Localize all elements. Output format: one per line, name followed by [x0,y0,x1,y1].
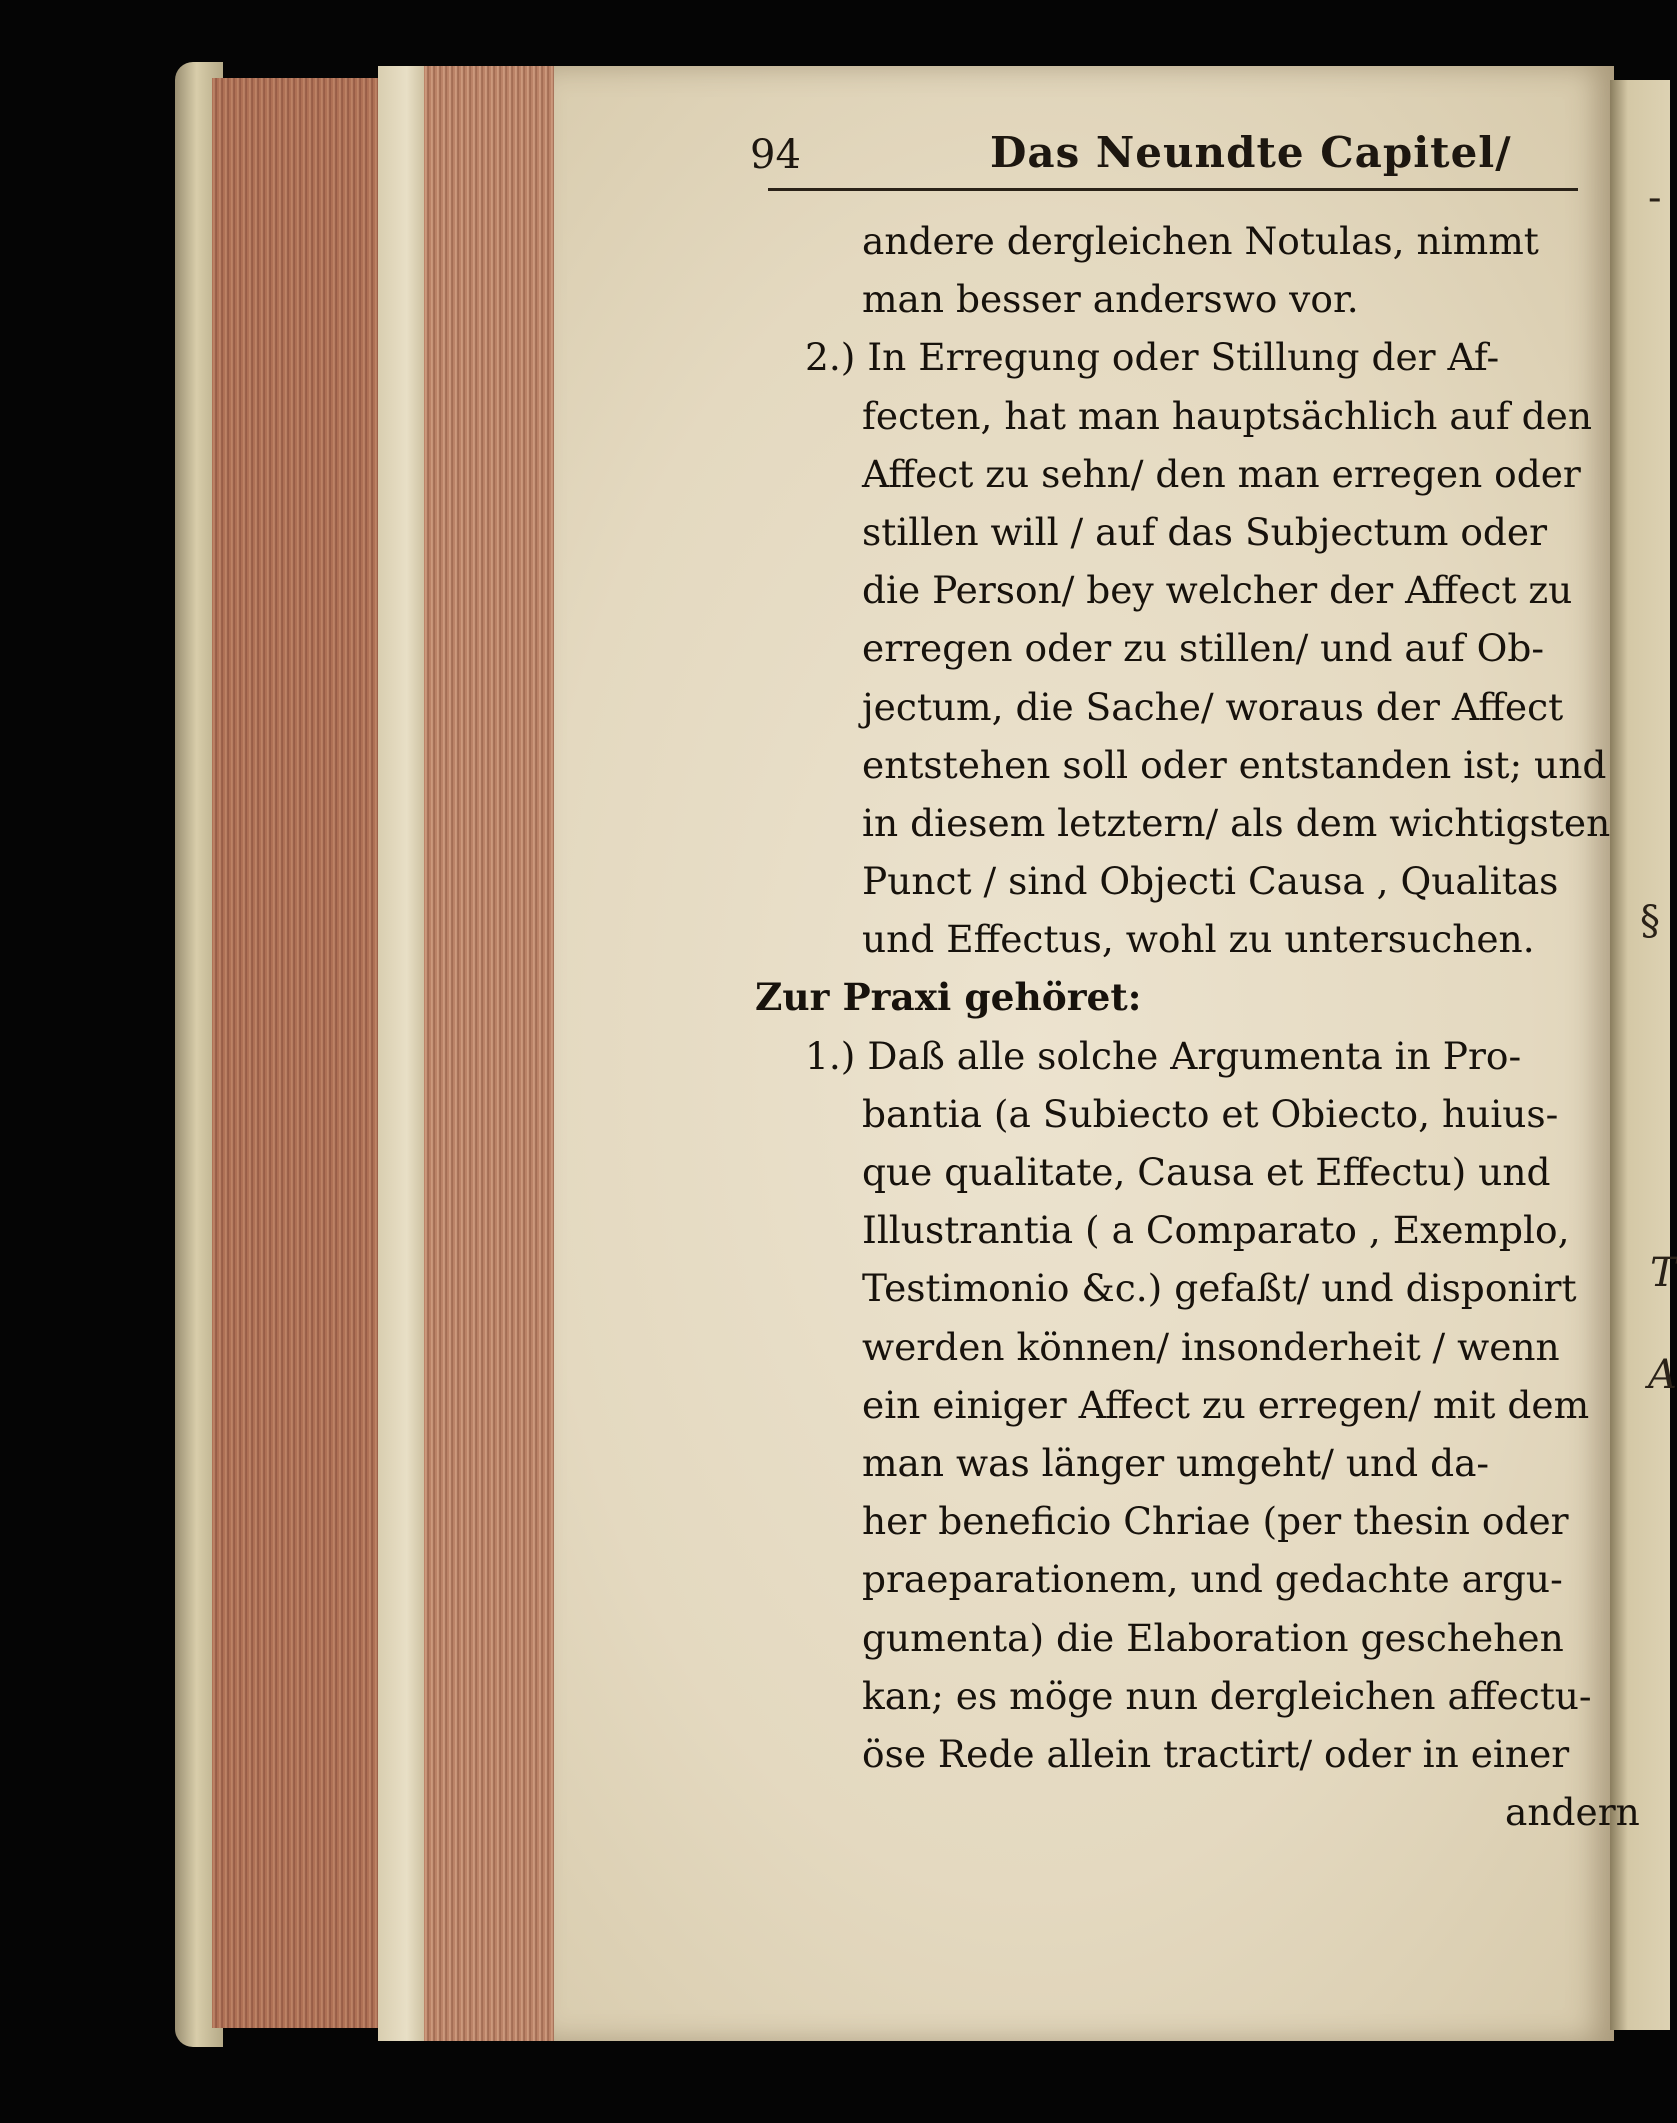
cover-board [378,66,426,2041]
text-line: Affect zu sehn/ den man erregen oder [862,451,1581,496]
text-line: Illustrantia ( a Comparato , Exemplo, [862,1208,1570,1253]
text-line: andere dergleichen Notulas, nimmt [862,219,1539,263]
text-line: werden können/ insonderheit / wenn [862,1324,1560,1369]
text-line: erregen oder zu stillen/ und auf Ob- [862,626,1545,671]
facing-page-letter-a: A [1648,1352,1677,1398]
text-line: 1.) Daß alle solche Argumenta in Pro- [805,1033,1522,1078]
text-line: und Effectus, wohl zu untersuchen. [862,917,1535,962]
facing-page-letter-t: T [1650,1250,1677,1296]
page-body [755,212,1640,1841]
facing-page-section-mark: § [1640,898,1660,944]
text-line: fecten, hat man hauptsächlich auf den [862,393,1593,438]
page-edges-left [212,78,382,2028]
text-line: in diesem letztern/ als dem wichtigsten [862,800,1611,845]
text-line: die Person/ bey welcher der Affect zu [862,568,1573,613]
header-rule [768,188,1578,191]
facing-page-mark-top: - [1648,175,1662,221]
text-line: stillen will / auf das Subjectum oder [862,509,1548,554]
page-edges-inner [424,66,554,2041]
text-line: bantia (a Subiecto et Obiecto, huius- [862,1091,1559,1136]
text-line: entstehen soll oder entstanden ist; und [862,742,1607,787]
catchword: andern [1505,1790,1640,1835]
text-line: que qualitate, Causa et Effectu) und [862,1150,1551,1194]
facing-page-edge [1610,80,1670,2030]
section-heading: Zur Praxi gehöret: [755,975,1142,1020]
text-line: kan; es möge nun dergleichen affectu- [862,1673,1592,1718]
text-line: ein einiger Affect zu erregen/ mit dem [862,1382,1590,1427]
text-line: man was länger umgeht/ und da- [862,1440,1490,1485]
text-line: 2.) In Erregung oder Stillung der Af- [805,335,1500,380]
text-line: gumenta) die Elaboration geschehen [862,1615,1564,1660]
page-number: 94 [750,132,801,178]
text-line: man besser anderswo vor. [862,277,1359,322]
running-head: Das Neundte Capitel/ [990,128,1512,177]
text-line: praeparationem, und gedachte argu- [862,1557,1563,1602]
text-line: her beneficio Chriae (per thesin oder [862,1499,1569,1544]
text-line: Punct / sind Objecti Causa , Qualitas [862,859,1559,904]
text-line: öse Rede allein tractirt/ oder in einer [862,1731,1570,1776]
text-line: jectum, die Sache/ woraus der Affect [862,684,1564,729]
text-line: Testimonio &c.) gefaßt/ und disponirt [862,1266,1577,1311]
